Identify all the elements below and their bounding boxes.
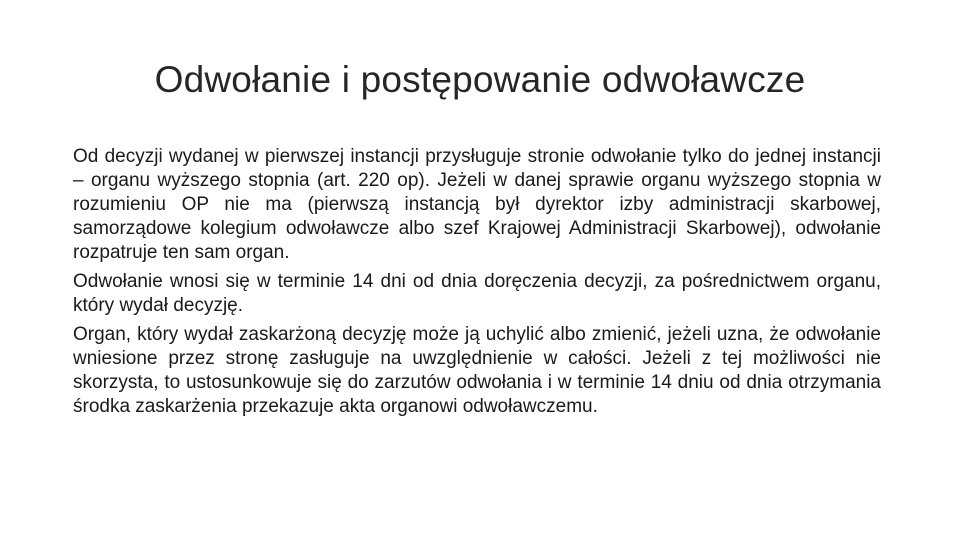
slide-title: Odwołanie i postępowanie odwoławcze (154, 59, 806, 100)
paragraph-appeal-instance: Od decyzji wydanej w pierwszej instancji przysługuje stronie odwołanie tylko do jednej instancji – organu wyższego stopnia (art. 220 op). Jeżeli w danej sprawie organu wyższego stopnia w rozumieniu OP nie ma (pierwszą instancją był dyrektor izby administracji skarbowej, samorządowe kolegium odwoławcze albo szef Krajowej Administracji Skarbowej), odwołanie rozpatruje ten sam organ. (73, 146, 881, 263)
paragraph-appeal-deadline: Odwołanie wnosi się w terminie 14 dni od dnia doręczenia decyzji, za pośrednictwem organu, który wydał decyzję. (73, 271, 881, 316)
slide-body (73, 145, 881, 424)
paragraph-appeal-review: Organ, który wydał zaskarżoną decyzję może ją uchylić albo zmienić, jeżeli uzna, że odwołanie wniesione przez stronę zasługuje na uwzględnienie w całości. Jeżeli z tej możliwości nie skorzysta, to ustosunkowuje się do zarzutów odwołania i w terminie 14 dniu od dnia otrzymania środka zaskarżenia przekazuje akta organowi odwoławczemu. (73, 324, 881, 417)
